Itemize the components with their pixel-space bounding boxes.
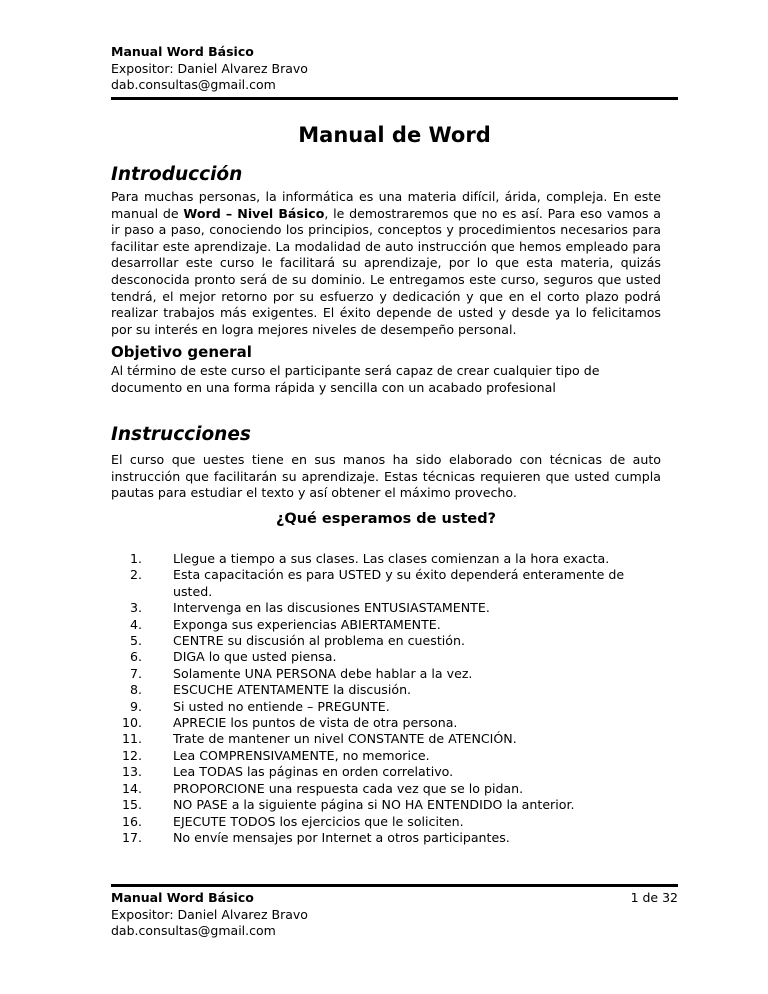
list-item-text: NO PASE a la siguiente página si NO HA ENTENDIDO la anterior. xyxy=(173,797,575,813)
list-item-number: 12. xyxy=(121,747,142,763)
paragraph-introduccion xyxy=(111,189,661,338)
list-item-text: PROPORCIONE una respuesta cada vez que se lo pidan. xyxy=(173,780,524,796)
document-title: Manual de Word xyxy=(298,123,491,147)
list-item-text: Esta capacitación es para USTED y su éxito dependerá enteramente de usted. xyxy=(173,567,625,599)
list-item-number: 1. xyxy=(129,551,142,566)
list-item-text: Exponga sus experiencias ABIERTAMENTE. xyxy=(173,616,441,632)
list-item xyxy=(111,649,661,665)
list-item-text: Intervenga en las discusiones ENTUSIASTAMENTE. xyxy=(173,600,490,616)
list-item xyxy=(111,715,661,731)
list-item xyxy=(111,731,661,747)
list-item xyxy=(111,830,661,846)
list-item-number: 8. xyxy=(129,682,142,698)
intro-text-part1: Para muchas personas, la informática es una materia difícil, árida, compleja. En este manual de xyxy=(111,189,661,221)
list-item-number: 6. xyxy=(129,649,142,665)
footer-email: dab.consultas@gmail.com xyxy=(111,923,276,938)
header-email: dab.consultas@gmail.com xyxy=(111,77,276,92)
list-item xyxy=(111,764,661,780)
list-item-text: Trate de mantener un nivel CONSTANTE de ATENCIÓN. xyxy=(173,731,517,747)
list-item-number: 9. xyxy=(129,698,142,714)
list-item-number: 7. xyxy=(129,665,142,681)
heading-introduccion: Introducción xyxy=(111,164,243,185)
list-item xyxy=(111,797,661,813)
list-item xyxy=(111,748,661,764)
footer-divider-rule xyxy=(111,884,678,887)
list-item xyxy=(111,814,661,830)
footer-top-row xyxy=(111,890,678,907)
footer-presenter: Expositor: Daniel Alvarez Bravo xyxy=(111,906,308,922)
list-item-number: 5. xyxy=(129,633,142,649)
list-item-number: 14. xyxy=(121,780,142,796)
list-item xyxy=(111,633,661,649)
list-item-text: EJECUTE TODOS los ejercicios que le soliciten. xyxy=(173,813,464,829)
heading-instrucciones: Instrucciones xyxy=(111,424,251,445)
list-item xyxy=(111,781,661,797)
list-item-text: No envíe mensajes por Internet a otros participantes. xyxy=(173,829,510,845)
paragraph-objetivo-general: Al término de este curso el participante será capaz de crear cualquier tipo de documento en una forma rápida y sencilla con un acabado profesional xyxy=(111,363,600,395)
section-objetivo-general xyxy=(111,342,661,396)
list-item xyxy=(111,666,661,682)
list-item-text: ESCUCHE ATENTAMENTE la discusión. xyxy=(173,682,412,698)
list-item-number: 4. xyxy=(129,616,142,632)
list-item xyxy=(111,600,661,616)
list-item-text: Lea TODAS las páginas en orden correlativo. xyxy=(173,764,454,780)
list-item-text: Solamente UNA PERSONA debe hablar a la vez. xyxy=(173,665,473,681)
list-item-text: APRECIE los puntos de vista de otra persona. xyxy=(173,715,458,731)
list-item xyxy=(111,567,661,600)
expectativas-list xyxy=(111,551,661,846)
header-divider-rule xyxy=(111,97,678,100)
list-item-number: 11. xyxy=(121,731,142,747)
list-item-number: 17. xyxy=(121,829,142,845)
paragraph-instrucciones: El curso que uestes tiene en sus manos ha sido elaborado con técnicas de auto instrucción que facilitarán su aprendizaje. Estas técnicas requieren que usted cumpla pautas para estudiar el texto y así obtener el máximo provecho. xyxy=(111,452,661,501)
list-item-number: 3. xyxy=(129,600,142,616)
list-item xyxy=(111,699,661,715)
intro-text-part2: , le demostraremos que no es así. Para eso vamos a ir paso a paso, conociendo los principios, conceptos y procedimientos necesarios para facilitar este aprendizaje. La modalidad de auto instrucción que hemos empleado para desarrollar este curso le facilitará su aprendizaje, por lo que esta materia, quizás desconocida pronto será de su dominio. Le entregamos este curso, seguros que usted tendrá, el mejor retorno por su esfuerzo y dedicación y que en el corto plazo podrá realizar trabajos más exigentes. El éxito depende de usted y desde ya lo felicitamos por su interés en logra mejores niveles de desempeño personal. xyxy=(111,205,661,337)
list-item-text: Lea COMPRENSIVAMENTE, no memorice. xyxy=(173,747,430,763)
page-footer xyxy=(111,890,678,940)
list-item-number: 10. xyxy=(121,715,142,731)
heading-expectativas: ¿Qué esperamos de usted? xyxy=(275,511,497,527)
list-item-number: 2. xyxy=(129,567,142,583)
list-item xyxy=(111,682,661,698)
footer-title: Manual Word Básico xyxy=(111,890,254,905)
section-instrucciones xyxy=(111,423,661,502)
list-item xyxy=(111,617,661,633)
list-item xyxy=(111,551,661,567)
page-header xyxy=(111,44,679,94)
page-number: 1 de 32 xyxy=(630,890,678,905)
section-introduccion xyxy=(111,163,661,338)
list-item-text: CENTRE su discusión al problema en cuestión. xyxy=(173,633,465,649)
list-item-text: DIGA lo que usted piensa. xyxy=(173,649,337,665)
list-item-number: 13. xyxy=(121,764,142,780)
list-item-number: 15. xyxy=(121,797,142,813)
intro-text-bold: Word – Nivel Básico xyxy=(183,205,325,221)
list-item-number: 16. xyxy=(121,813,142,829)
list-item-text: Llegue a tiempo a sus clases. Las clases comienzan a la hora exacta. xyxy=(173,551,610,566)
header-presenter: Expositor: Daniel Alvarez Bravo xyxy=(111,60,308,76)
list-item-text: Si usted no entiende – PREGUNTE. xyxy=(173,698,390,714)
header-title: Manual Word Básico xyxy=(111,44,254,59)
heading-objetivo-general: Objetivo general xyxy=(111,343,252,361)
